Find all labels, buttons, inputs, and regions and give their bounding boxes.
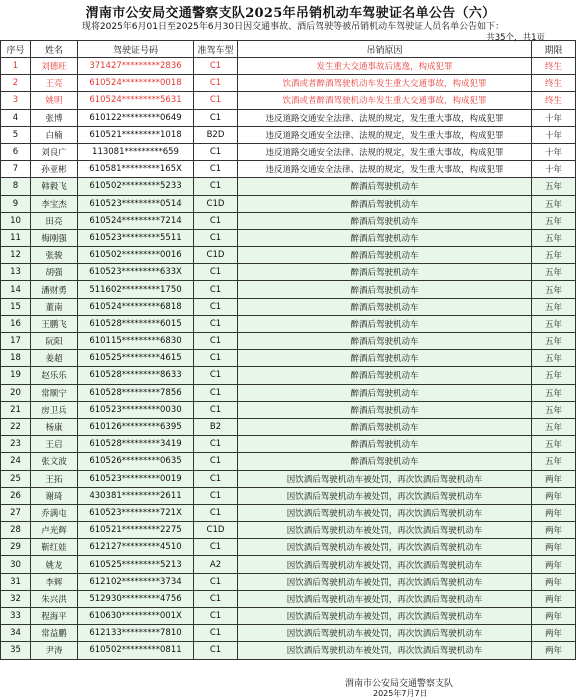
cell-term: 五年 <box>532 229 576 246</box>
cell-vehicle-type: C1 <box>194 281 238 298</box>
table-row <box>1 401 576 418</box>
cell-name: 程海平 <box>31 608 78 625</box>
cell-vehicle-type: C1 <box>194 608 238 625</box>
table-row <box>1 161 576 178</box>
cell-license: 610524*********5631 <box>78 92 194 109</box>
cell-no: 35 <box>1 642 31 659</box>
cell-no: 18 <box>1 350 31 367</box>
cell-reason: 醉酒后驾驶机动车 <box>238 298 532 315</box>
cell-license: 610630*********001X <box>78 608 194 625</box>
table-row <box>1 608 576 625</box>
cell-no: 31 <box>1 573 31 590</box>
cell-no: 3 <box>1 92 31 109</box>
table-row <box>1 522 576 539</box>
cell-license: 610523*********0514 <box>78 195 194 212</box>
cell-no: 1 <box>1 58 31 75</box>
cell-term: 五年 <box>532 436 576 453</box>
cell-reason: 发生重大交通事故后逃逸，构成犯罪 <box>238 58 532 75</box>
cell-license: 610526*********0635 <box>78 453 194 470</box>
cell-no: 15 <box>1 298 31 315</box>
cell-term: 五年 <box>532 195 576 212</box>
table-row <box>1 453 576 470</box>
cell-vehicle-type: C1 <box>194 367 238 384</box>
cell-reason: 因饮酒后驾驶机动车被处罚，再次饮酒后驾驶机动车 <box>238 470 532 487</box>
cell-no: 9 <box>1 195 31 212</box>
cell-name: 田亮 <box>31 212 78 229</box>
table-row <box>1 487 576 504</box>
cell-term: 五年 <box>532 315 576 332</box>
cell-license: 610502*********0016 <box>78 247 194 264</box>
cell-vehicle-type: C1 <box>194 625 238 642</box>
table-row <box>1 418 576 435</box>
cell-no: 28 <box>1 522 31 539</box>
table-row <box>1 92 576 109</box>
cell-term: 五年 <box>532 298 576 315</box>
cell-term: 两年 <box>532 487 576 504</box>
cell-license: 511602*********1750 <box>78 281 194 298</box>
cell-term: 两年 <box>532 608 576 625</box>
cell-no: 13 <box>1 264 31 281</box>
cell-license: 610521*********2275 <box>78 522 194 539</box>
cell-reason: 醉酒后驾驶机动车 <box>238 350 532 367</box>
cell-name: 王鹏飞 <box>31 315 78 332</box>
cell-reason: 醉酒后驾驶机动车 <box>238 195 532 212</box>
cell-license: 612102*********3734 <box>78 573 194 590</box>
cell-name: 杨康 <box>31 418 78 435</box>
page-count-info: 共35个，共1页 <box>486 33 545 43</box>
cell-no: 26 <box>1 487 31 504</box>
cell-vehicle-type: A2 <box>194 556 238 573</box>
cell-term: 两年 <box>532 642 576 659</box>
cell-reason: 因饮酒后驾驶机动车被处罚，再次饮酒后驾驶机动车 <box>238 642 532 659</box>
cell-name: 韩毅飞 <box>31 178 78 195</box>
footer-org: 渭南市公安局交通警察支队 <box>345 679 454 689</box>
cell-vehicle-type: C1 <box>194 470 238 487</box>
cell-license: 610126*********6395 <box>78 418 194 435</box>
cell-term: 五年 <box>532 350 576 367</box>
cell-vehicle-type: C1 <box>194 264 238 281</box>
table-row <box>1 573 576 590</box>
cell-term: 两年 <box>532 539 576 556</box>
table-row <box>1 350 576 367</box>
cell-license: 610521*********1018 <box>78 126 194 143</box>
table-row <box>1 298 576 315</box>
cell-reason: 违反道路交通安全法律、法规的规定，发生重大事故，构成犯罪 <box>238 143 532 160</box>
header-vehicle-type: 准驾车型 <box>194 41 238 58</box>
cell-no: 29 <box>1 539 31 556</box>
cell-no: 16 <box>1 315 31 332</box>
cell-no: 21 <box>1 401 31 418</box>
cell-license: 610502*********0811 <box>78 642 194 659</box>
table-row <box>1 590 576 607</box>
cell-license: 512930*********4756 <box>78 590 194 607</box>
cell-reason: 违反道路交通安全法律、法规的规定，发生重大事故，构成犯罪 <box>238 109 532 126</box>
cell-reason: 醉酒后驾驶机动车 <box>238 367 532 384</box>
cell-name: 王拓 <box>31 470 78 487</box>
cell-no: 25 <box>1 470 31 487</box>
cell-no: 11 <box>1 229 31 246</box>
cell-no: 5 <box>1 126 31 143</box>
cell-term: 五年 <box>532 264 576 281</box>
cell-term: 两年 <box>532 522 576 539</box>
cell-reason: 醉酒后驾驶机动车 <box>238 281 532 298</box>
cell-license: 610528*********3419 <box>78 436 194 453</box>
cell-name: 王启 <box>31 436 78 453</box>
cell-name: 赵乐乐 <box>31 367 78 384</box>
cell-license: 610524*********6818 <box>78 298 194 315</box>
cell-license: 610502*********5233 <box>78 178 194 195</box>
table-row <box>1 195 576 212</box>
cell-no: 7 <box>1 161 31 178</box>
cell-license: 610122*********0649 <box>78 109 194 126</box>
cell-vehicle-type: C1 <box>194 92 238 109</box>
cell-license: 430381*********2611 <box>78 487 194 504</box>
cell-vehicle-type: C1 <box>194 161 238 178</box>
cell-term: 五年 <box>532 247 576 264</box>
cell-license: 610581*********165X <box>78 161 194 178</box>
header-name: 姓名 <box>31 41 78 58</box>
cell-name: 常益鹏 <box>31 625 78 642</box>
cell-term: 两年 <box>532 590 576 607</box>
cell-term: 五年 <box>532 453 576 470</box>
header-term: 期限 <box>532 41 576 58</box>
cell-vehicle-type: C1 <box>194 487 238 504</box>
cell-vehicle-type: C1 <box>194 384 238 401</box>
table-row <box>1 178 576 195</box>
cell-vehicle-type: B2D <box>194 126 238 143</box>
cell-reason: 因饮酒后驾驶机动车被处罚，再次饮酒后驾驶机动车 <box>238 590 532 607</box>
cell-license: 610115*********6830 <box>78 333 194 350</box>
cell-reason: 因饮酒后驾驶机动车被处罚，再次饮酒后驾驶机动车 <box>238 504 532 521</box>
cell-reason: 醉酒后驾驶机动车 <box>238 247 532 264</box>
cell-name: 姚明 <box>31 92 78 109</box>
cell-no: 2 <box>1 75 31 92</box>
cell-term: 两年 <box>532 470 576 487</box>
cell-no: 6 <box>1 143 31 160</box>
cell-reason: 醉酒后驾驶机动车 <box>238 212 532 229</box>
table-row <box>1 384 576 401</box>
cell-reason: 醉酒后驾驶机动车 <box>238 315 532 332</box>
table-row <box>1 504 576 521</box>
table-row <box>1 126 576 143</box>
cell-vehicle-type: C1 <box>194 143 238 160</box>
cell-vehicle-type: C1D <box>194 195 238 212</box>
cell-term: 五年 <box>532 333 576 350</box>
cell-name: 尹涛 <box>31 642 78 659</box>
cell-reason: 因饮酒后驾驶机动车被处罚，再次饮酒后驾驶机动车 <box>238 608 532 625</box>
cell-reason: 醉酒后驾驶机动车 <box>238 453 532 470</box>
cell-term: 十年 <box>532 143 576 160</box>
cell-name: 乔满屯 <box>31 504 78 521</box>
cell-reason: 因饮酒后驾驶机动车被处罚，再次饮酒后驾驶机动车 <box>238 556 532 573</box>
cell-reason: 违反道路交通安全法律、法规的规定，发生重大事故，构成犯罪 <box>238 126 532 143</box>
cell-name: 张骏 <box>31 247 78 264</box>
cell-name: 刘德旺 <box>31 58 78 75</box>
cell-license: 610523*********0019 <box>78 470 194 487</box>
cell-license: 610525*********4615 <box>78 350 194 367</box>
cell-reason: 醉酒后驾驶机动车 <box>238 333 532 350</box>
cell-vehicle-type: C1 <box>194 75 238 92</box>
revocation-table <box>0 40 576 660</box>
cell-name: 张博 <box>31 109 78 126</box>
table-row <box>1 315 576 332</box>
cell-license: 610528*********8633 <box>78 367 194 384</box>
cell-reason: 因饮酒后驾驶机动车被处罚，再次饮酒后驾驶机动车 <box>238 487 532 504</box>
table-row <box>1 556 576 573</box>
cell-vehicle-type: C1 <box>194 590 238 607</box>
cell-vehicle-type: C1 <box>194 109 238 126</box>
cell-vehicle-type: C1D <box>194 247 238 264</box>
cell-vehicle-type: C1 <box>194 333 238 350</box>
cell-vehicle-type: C1 <box>194 229 238 246</box>
cell-license: 113081*********659 <box>78 143 194 160</box>
table-row <box>1 58 576 75</box>
table-row <box>1 143 576 160</box>
cell-name: 董南 <box>31 298 78 315</box>
table-row <box>1 247 576 264</box>
cell-name: 姚龙 <box>31 556 78 573</box>
cell-term: 终生 <box>532 75 576 92</box>
cell-license: 610524*********0018 <box>78 75 194 92</box>
cell-license: 371427*********2836 <box>78 58 194 75</box>
table-row <box>1 281 576 298</box>
cell-term: 五年 <box>532 401 576 418</box>
table-row <box>1 642 576 659</box>
cell-vehicle-type: C1 <box>194 504 238 521</box>
cell-term: 两年 <box>532 504 576 521</box>
cell-term: 十年 <box>532 161 576 178</box>
cell-vehicle-type: C1 <box>194 212 238 229</box>
cell-reason: 醉酒后驾驶机动车 <box>238 384 532 401</box>
cell-term: 五年 <box>532 281 576 298</box>
footer-date: 2025年7月7日 <box>373 689 428 698</box>
cell-license: 610525*********5213 <box>78 556 194 573</box>
cell-no: 4 <box>1 109 31 126</box>
cell-reason: 因饮酒后驾驶机动车被处罚，再次饮酒后驾驶机动车 <box>238 573 532 590</box>
cell-term: 两年 <box>532 573 576 590</box>
cell-reason: 饮酒或者醉酒驾驶机动车发生重大交通事故，构成犯罪 <box>238 75 532 92</box>
table-row <box>1 264 576 281</box>
cell-term: 五年 <box>532 212 576 229</box>
cell-name: 潘财勇 <box>31 281 78 298</box>
cell-name: 朱兴洪 <box>31 590 78 607</box>
cell-no: 8 <box>1 178 31 195</box>
cell-name: 白楠 <box>31 126 78 143</box>
cell-term: 五年 <box>532 367 576 384</box>
cell-no: 24 <box>1 453 31 470</box>
cell-term: 终生 <box>532 92 576 109</box>
cell-vehicle-type: C1 <box>194 573 238 590</box>
cell-name: 胡强 <box>31 264 78 281</box>
cell-reason: 醉酒后驾驶机动车 <box>238 418 532 435</box>
table-row <box>1 109 576 126</box>
table-row <box>1 436 576 453</box>
cell-vehicle-type: C1 <box>194 642 238 659</box>
cell-reason: 醉酒后驾驶机动车 <box>238 178 532 195</box>
table-row <box>1 333 576 350</box>
cell-license: 610523*********721X <box>78 504 194 521</box>
cell-no: 17 <box>1 333 31 350</box>
table-row <box>1 625 576 642</box>
cell-vehicle-type: C1 <box>194 178 238 195</box>
cell-reason: 醉酒后驾驶机动车 <box>238 229 532 246</box>
cell-license: 610523*********0030 <box>78 401 194 418</box>
cell-reason: 违反道路交通安全法律、法规的规定，发生重大事故，构成犯罪 <box>238 161 532 178</box>
cell-reason: 饮酒或者醉酒驾驶机动车发生重大交通事故，构成犯罪 <box>238 92 532 109</box>
cell-name: 卢光辉 <box>31 522 78 539</box>
cell-no: 27 <box>1 504 31 521</box>
cell-term: 终生 <box>532 58 576 75</box>
cell-name: 姜超 <box>31 350 78 367</box>
cell-no: 20 <box>1 384 31 401</box>
cell-reason: 醉酒后驾驶机动车 <box>238 436 532 453</box>
cell-term: 五年 <box>532 384 576 401</box>
cell-name: 靳红娃 <box>31 539 78 556</box>
cell-term: 两年 <box>532 556 576 573</box>
cell-license: 610528*********6015 <box>78 315 194 332</box>
cell-vehicle-type: C1 <box>194 401 238 418</box>
cell-vehicle-type: C1 <box>194 315 238 332</box>
header-license: 驾驶证号码 <box>78 41 194 58</box>
cell-reason: 醉酒后驾驶机动车 <box>238 264 532 281</box>
cell-no: 32 <box>1 590 31 607</box>
cell-reason: 因饮酒后驾驶机动车被处罚，再次饮酒后驾驶机动车 <box>238 522 532 539</box>
cell-term: 十年 <box>532 109 576 126</box>
table-row <box>1 75 576 92</box>
cell-no: 33 <box>1 608 31 625</box>
cell-name: 谢琦 <box>31 487 78 504</box>
cell-term: 两年 <box>532 625 576 642</box>
cell-no: 12 <box>1 247 31 264</box>
cell-reason: 醉酒后驾驶机动车 <box>238 401 532 418</box>
cell-license: 610524*********7214 <box>78 212 194 229</box>
cell-vehicle-type: C1 <box>194 350 238 367</box>
cell-no: 30 <box>1 556 31 573</box>
cell-license: 612133*********7810 <box>78 625 194 642</box>
cell-no: 22 <box>1 418 31 435</box>
cell-no: 23 <box>1 436 31 453</box>
cell-vehicle-type: C1D <box>194 522 238 539</box>
cell-reason: 因饮酒后驾驶机动车被处罚，再次饮酒后驾驶机动车 <box>238 539 532 556</box>
cell-license: 610523*********5511 <box>78 229 194 246</box>
cell-no: 34 <box>1 625 31 642</box>
cell-name: 梅刚强 <box>31 229 78 246</box>
cell-vehicle-type: C1 <box>194 436 238 453</box>
cell-vehicle-type: B2 <box>194 418 238 435</box>
cell-no: 14 <box>1 281 31 298</box>
table-header-row <box>1 41 576 58</box>
header-no: 序号 <box>1 41 31 58</box>
page-title: 渭南市公安局交通警察支队2025年吊销机动车驾驶证名单公告（六） <box>85 6 496 21</box>
cell-name: 刘良广 <box>31 143 78 160</box>
cell-name: 李宝杰 <box>31 195 78 212</box>
cell-name: 张文波 <box>31 453 78 470</box>
table-row <box>1 539 576 556</box>
cell-term: 五年 <box>532 418 576 435</box>
cell-vehicle-type: C1 <box>194 539 238 556</box>
cell-vehicle-type: C1 <box>194 298 238 315</box>
cell-term: 五年 <box>532 178 576 195</box>
header-reason: 吊销原因 <box>238 41 532 58</box>
cell-name: 李辉 <box>31 573 78 590</box>
cell-name: 常顺宁 <box>31 384 78 401</box>
table-row <box>1 470 576 487</box>
cell-license: 610528*********7856 <box>78 384 194 401</box>
cell-name: 阮阳 <box>31 333 78 350</box>
cell-license: 612127*********4510 <box>78 539 194 556</box>
cell-no: 10 <box>1 212 31 229</box>
cell-reason: 因饮酒后驾驶机动车被处罚，再次饮酒后驾驶机动车 <box>238 625 532 642</box>
cell-no: 19 <box>1 367 31 384</box>
cell-vehicle-type: C1 <box>194 453 238 470</box>
table-row <box>1 367 576 384</box>
cell-term: 十年 <box>532 126 576 143</box>
cell-vehicle-type: C1 <box>194 58 238 75</box>
cell-name: 孙亚彬 <box>31 161 78 178</box>
table-row <box>1 212 576 229</box>
announcement-intro: 现将2025年6月01日至2025年6月30日因交通事故、酒后驾驶等被吊销机动车驾驶证人员名单公告如下： <box>81 22 505 32</box>
table-row <box>1 229 576 246</box>
cell-license: 610523*********633X <box>78 264 194 281</box>
cell-name: 王亮 <box>31 75 78 92</box>
cell-name: 房卫兵 <box>31 401 78 418</box>
